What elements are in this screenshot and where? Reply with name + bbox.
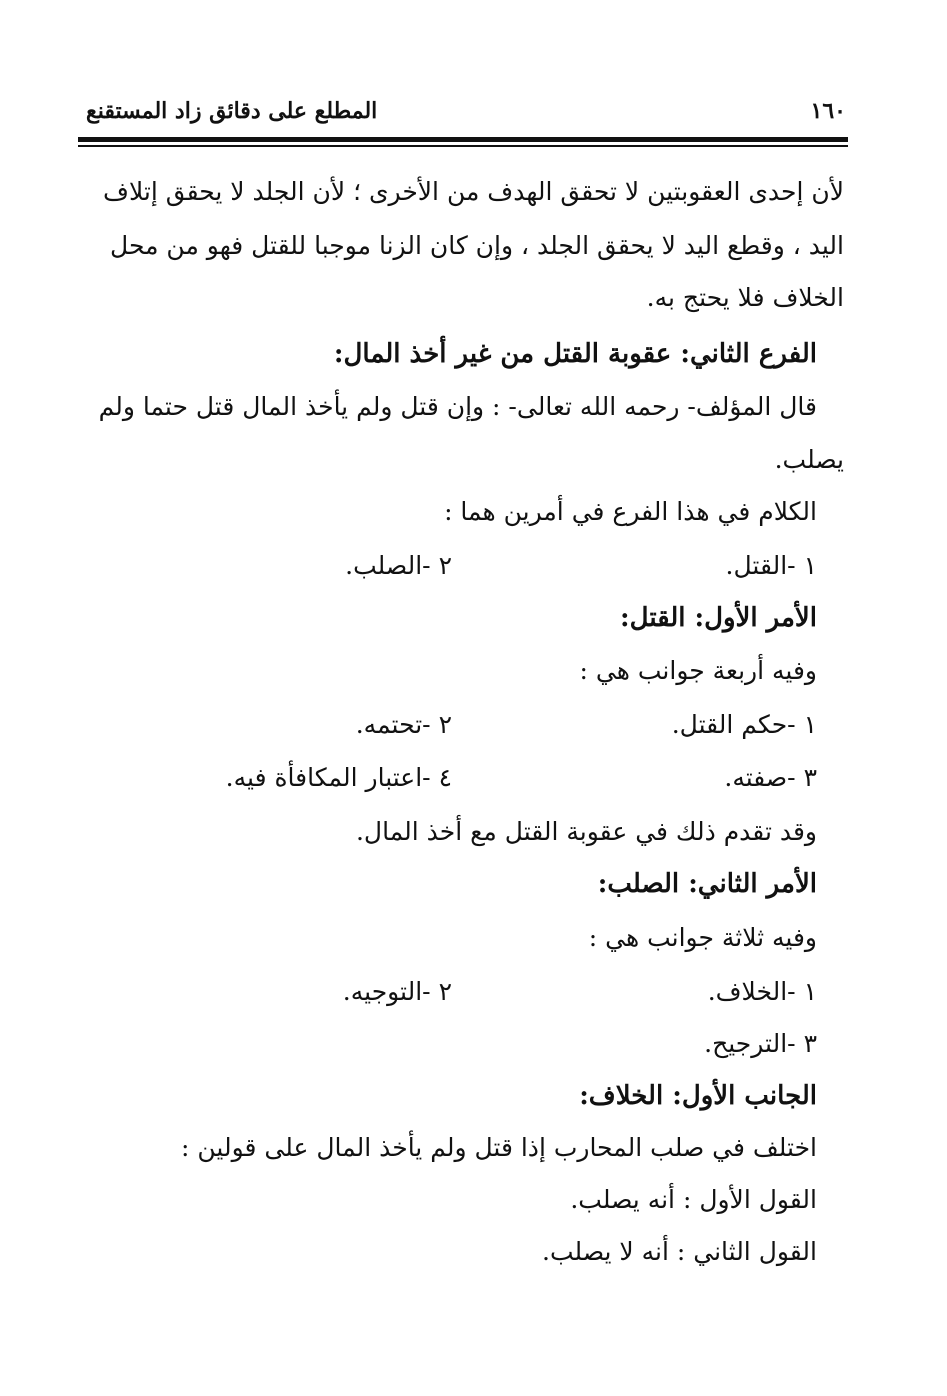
first-matter-intro: وفيه أربعة جوانب هي : [579,656,817,685]
page-header [86,98,846,128]
second-opinion: القول الثاني : أنه لا يصلب. [542,1237,817,1266]
first-matter-item-1: ١ -حكم القتل. [671,710,817,739]
topic-item-2: ٢ -الصلب. [345,551,452,580]
second-matter-item-2: ٢ -التوجيه. [342,977,452,1006]
intro-line-1: لأن إحدى العقوبتين لا تحقق الهدف من الأخرى ؛ لأن الجلد لا يحقق إتلاف [103,177,844,206]
first-matter-item-2: ٢ -تحتمه. [355,710,452,739]
first-opinion: القول الأول : أنه يصلب. [570,1185,817,1214]
second-matter-item-3: ٣ -الترجيح. [704,1029,817,1058]
first-aspect-text: اختلف في صلب المحارب إذا قتل ولم يأخذ المال على قولين : [181,1133,817,1162]
first-matter-note: وقد تقدم ذلك في عقوبة القتل مع أخذ المال. [355,817,817,846]
section-heading: الفرع الثاني: عقوبة القتل من غير أخذ المال: [333,339,817,369]
first-aspect-heading: الجانب الأول: الخلاف: [579,1081,817,1111]
quote-line-1: قال المؤلف- رحمه الله تعالى- : وإن قتل ولم يأخذ المال قتل حتما ولم [98,392,817,421]
second-matter-item-1: ١ -الخلاف. [707,977,817,1006]
header-rule-thick [78,137,848,142]
second-matter-heading: الأمر الثاني: الصلب: [597,869,817,899]
first-matter-item-4: ٤ -اعتبار المكافأة فيه. [225,763,452,792]
intro-line-2: اليد ، وقطع اليد لا يحقق الجلد ، وإن كان الزنا موجبا للقتل فهو من محل [110,231,844,260]
header-rule-thin [78,145,848,147]
first-matter-heading: الأمر الأول: القتل: [620,603,817,633]
topic-item-1: ١ -القتل. [725,551,817,580]
running-title: المطلع على دقائق زاد المستقنع [86,98,378,124]
second-matter-intro: وفيه ثلاثة جوانب هي : [588,923,817,952]
first-matter-item-3: ٣ -صفته. [724,763,817,792]
quote-line-2: يصلب. [774,445,844,474]
page-number: ١٦٠ [810,98,846,124]
discussion-intro: الكلام في هذا الفرع في أمرين هما : [444,497,817,526]
intro-line-3: الخلاف فلا يحتج به. [646,283,844,312]
